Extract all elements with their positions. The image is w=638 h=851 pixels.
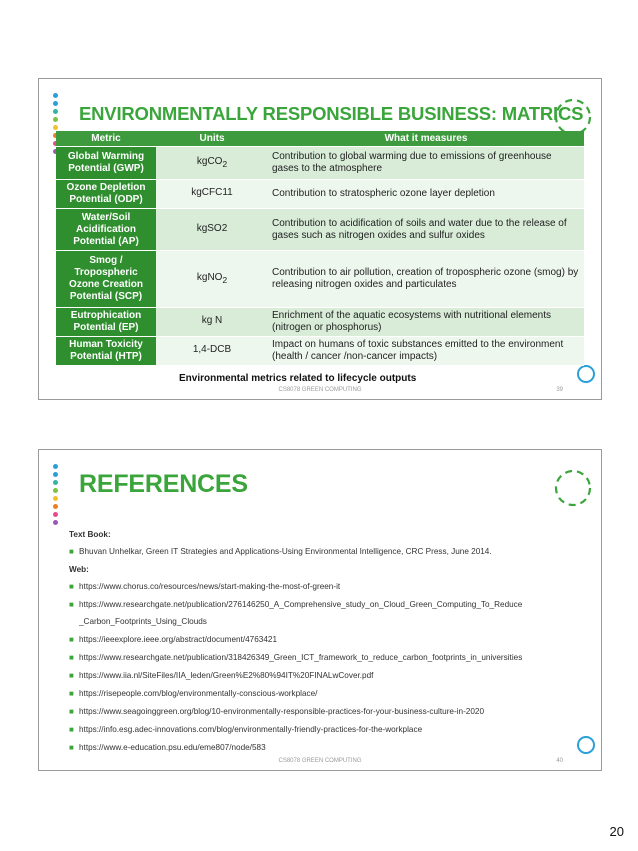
web-link[interactable]: https://risepeople.com/blog/environmentally-conscious-workplace/ [79, 689, 318, 698]
list-item [69, 689, 581, 699]
bullet-icon: ■ [69, 707, 74, 716]
metric-cell: Human Toxicity Potential (HTP) [56, 337, 156, 366]
web-link[interactable]: https://www.iia.nl/SiteFiles/IIA_leden/Green%E2%80%94IT%20FINALwCover.pdf [79, 671, 374, 680]
web-link[interactable]: https://www.chorus.co/resources/news/start-making-the-most-of-green-it [79, 582, 341, 591]
list-item [69, 547, 581, 557]
textbook-reference: Bhuvan Unhelkar, Green IT Strategies and Applications-Using Environmental Intelligence, CRC Press, June 2014. [79, 547, 492, 556]
bullet-icon: ■ [69, 653, 74, 662]
web-list [69, 582, 581, 753]
units-base: kg N [201, 315, 223, 326]
textbook-label: Text Book: [69, 530, 111, 539]
table-row [56, 147, 584, 180]
metrics-table [56, 131, 584, 366]
units-subscript: 2 [222, 275, 228, 285]
measures-cell: Enrichment of the aquatic ecosystems with nutritional elements (nitrogen or phosphorus) [268, 308, 584, 337]
units-subscript: 2 [222, 159, 228, 169]
bullet-icon: ■ [69, 743, 74, 752]
table-caption: Environmental metrics related to lifecycle outputs [179, 373, 417, 384]
units-cell [156, 337, 268, 366]
slide-page-number: 40 [556, 758, 563, 764]
table-row [56, 337, 584, 366]
web-link[interactable]: https://www.researchgate.net/publication/276146250_A_Comprehensive_study_on_Cloud_Green_Computing_To_Reduce [79, 600, 523, 609]
web-link[interactable]: https://www.seagoinggreen.org/blog/10-environmentally-responsible-practices-for-your-business-culture-in-2020 [79, 707, 485, 716]
measures-cell: Contribution to stratospheric ozone layer depletion [268, 180, 584, 209]
metric-cell: Eutrophication Potential (EP) [56, 308, 156, 337]
list-item [69, 671, 581, 681]
table-row [56, 209, 584, 251]
textbook-list [69, 547, 581, 557]
units-cell [156, 147, 268, 180]
web-link[interactable]: https://www.e-education.psu.edu/eme807/node/583 [79, 743, 266, 752]
units-cell [156, 209, 268, 251]
slide-references [38, 449, 602, 771]
measures-cell: Impact on humans of toxic substances emitted to the environment (health / cancer /non-cancer impacts) [268, 337, 584, 366]
column-header-metric: Metric [56, 131, 156, 147]
bullet-icon: ■ [69, 671, 74, 680]
web-label: Web: [69, 565, 89, 574]
slide-title: REFERENCES [79, 470, 248, 498]
measures-cell: Contribution to global warming due to emissions of greenhouse gases to the atmosphere [268, 147, 584, 180]
slide-footer: CS8078 GREEN COMPUTING [278, 387, 362, 393]
decorative-arc-icon [551, 466, 595, 510]
list-item [69, 653, 581, 663]
units-base: kgNO [196, 272, 223, 283]
web-link-continuation[interactable]: _Carbon_Footprints_Using_Clouds [79, 617, 207, 626]
web-link[interactable]: https://info.esg.adec-innovations.com/blog/environmentally-friendly-practices-for-the-workplace [79, 725, 423, 734]
table-row [56, 180, 584, 209]
bullet-icon: ■ [69, 725, 74, 734]
metric-cell: Global Warming Potential (GWP) [56, 147, 156, 180]
web-link[interactable]: https://ieeexplore.ieee.org/abstract/document/4763421 [79, 635, 277, 644]
bullet-icon: ■ [69, 689, 74, 698]
metric-cell: Smog / Tropospheric Ozone Creation Potential (SCP) [56, 251, 156, 308]
bullet-icon: ■ [69, 600, 74, 609]
slide-footer: CS8078 GREEN COMPUTING [278, 758, 362, 764]
units-cell [156, 251, 268, 308]
measures-cell: Contribution to air pollution, creation of tropospheric ozone (smog) by releasing nitrogen oxides and particulates [268, 251, 584, 308]
table-header-row [56, 131, 584, 147]
slide-page-number: 39 [556, 387, 563, 393]
table-row [56, 251, 584, 308]
document-page-number: 20 [609, 824, 624, 839]
column-header-measures: What it measures [268, 131, 584, 147]
bullet-icon: ■ [69, 547, 74, 556]
table-row [56, 308, 584, 337]
units-base: 1,4-DCB [192, 344, 232, 355]
units-cell [156, 180, 268, 209]
units-cell [156, 308, 268, 337]
list-item [69, 582, 581, 592]
list-item [69, 743, 581, 753]
slide-metrics [38, 78, 602, 400]
list-item [69, 707, 581, 717]
decorative-dots [53, 464, 59, 528]
column-header-units: Units [156, 131, 268, 147]
metric-cell: Water/Soil Acidification Potential (AP) [56, 209, 156, 251]
units-base: kgSO2 [196, 222, 228, 234]
list-item [69, 725, 581, 735]
list-item [69, 635, 581, 645]
bullet-icon: ■ [69, 582, 74, 591]
units-base: kgCO [196, 156, 223, 167]
units-base: kgCFC11 [191, 187, 233, 198]
bullet-icon: ■ [69, 635, 74, 644]
list-item [69, 600, 581, 627]
metric-cell: Ozone Depletion Potential (ODP) [56, 180, 156, 209]
slide-title: ENVIRONMENTALLY RESPONSIBLE BUSINESS: MATRICS [79, 103, 584, 124]
references-list [69, 530, 581, 761]
measures-cell: Contribution to acidification of soils and water due to the release of gases such as nitrogen oxides and sulfur oxides [268, 209, 584, 251]
decorative-ring-icon [575, 363, 597, 385]
web-link[interactable]: https://www.researchgate.net/publication/318426349_Green_ICT_framework_to_reduce_carbon_footprints_in_universities [79, 653, 523, 662]
